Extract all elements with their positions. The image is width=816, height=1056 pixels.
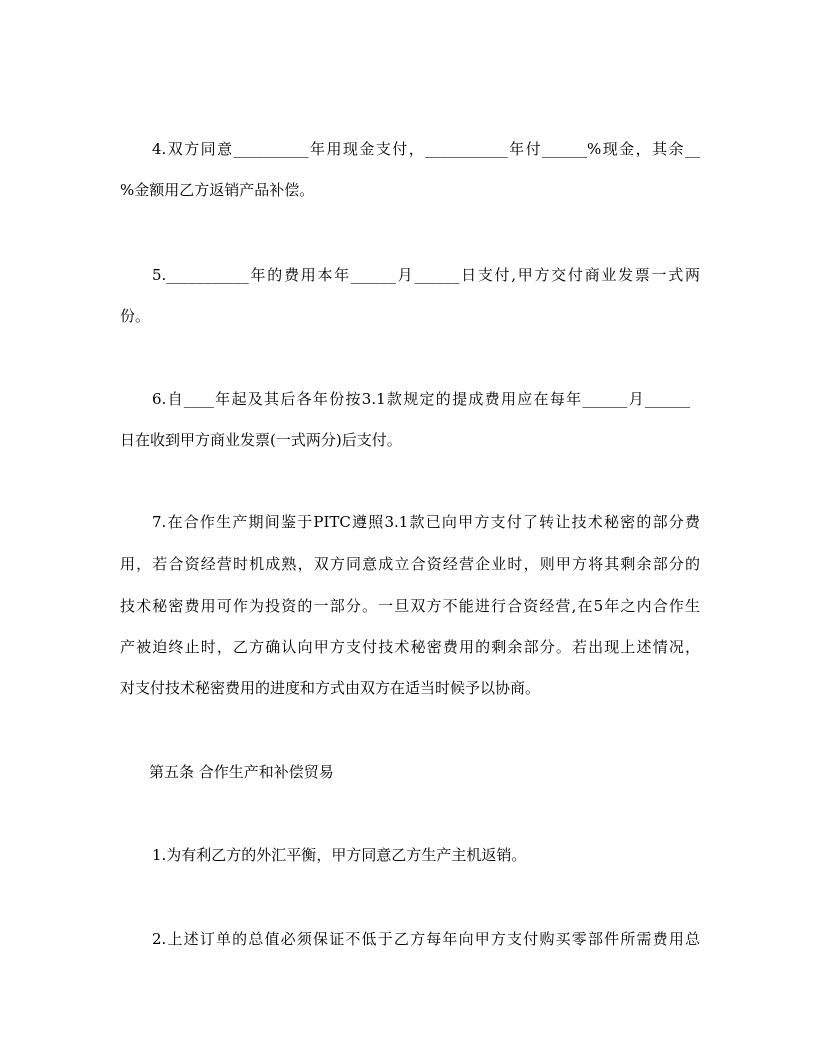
paragraph-6-line-2: 日在收到甲方商业发票(一式两分)后支付。	[120, 431, 402, 449]
paragraph-4-line-2: %金额用乙方返销产品补偿。	[120, 181, 315, 199]
paragraph-7-line-5: 对支付技术秘密费用的进度和方式由双方在适当时候予以协商。	[120, 679, 541, 697]
paragraph-5-line-2: 份。	[120, 307, 151, 325]
paragraph-7-line-3: 技术秘密费用可作为投资的一部分。一旦双方不能进行合资经营,在5年之内合作生	[120, 597, 700, 615]
paragraph-6-line-1: 6.自____年起及其后各年份按3.1款规定的提成费用应在每年______月______	[152, 390, 690, 408]
document-page	[120, 0, 700, 1056]
article-5-heading: 第五条 合作生产和补偿贸易	[149, 763, 334, 781]
paragraph-7-line-1: 7.在合作生产期间鉴于PITC遵照3.1款已向甲方支付了转让技术秘密的部分费	[152, 513, 700, 531]
paragraph-7-line-2: 用，若合资经营时机成熟，双方同意成立合资经营企业时，则甲方将其剩余部分的	[120, 555, 700, 573]
article-5-paragraph-2: 2.上述订单的总值必须保证不低于乙方每年向甲方支付购买零部件所需费用总	[152, 930, 700, 948]
paragraph-4-line-1: 4.双方同意__________年用现金支付，___________年付______%现金，其余__	[152, 140, 700, 158]
paragraph-7-line-4: 产被迫终止时，乙方确认向甲方支付技术秘密费用的剩余部分。若出现上述情况，	[120, 638, 700, 656]
article-5-paragraph-1: 1.为有利乙方的外汇平衡，甲方同意乙方生产主机返销。	[152, 846, 527, 864]
paragraph-5-line-1: 5.___________年的费用本年______月______日支付,甲方交付商业发票一式两	[152, 266, 700, 284]
